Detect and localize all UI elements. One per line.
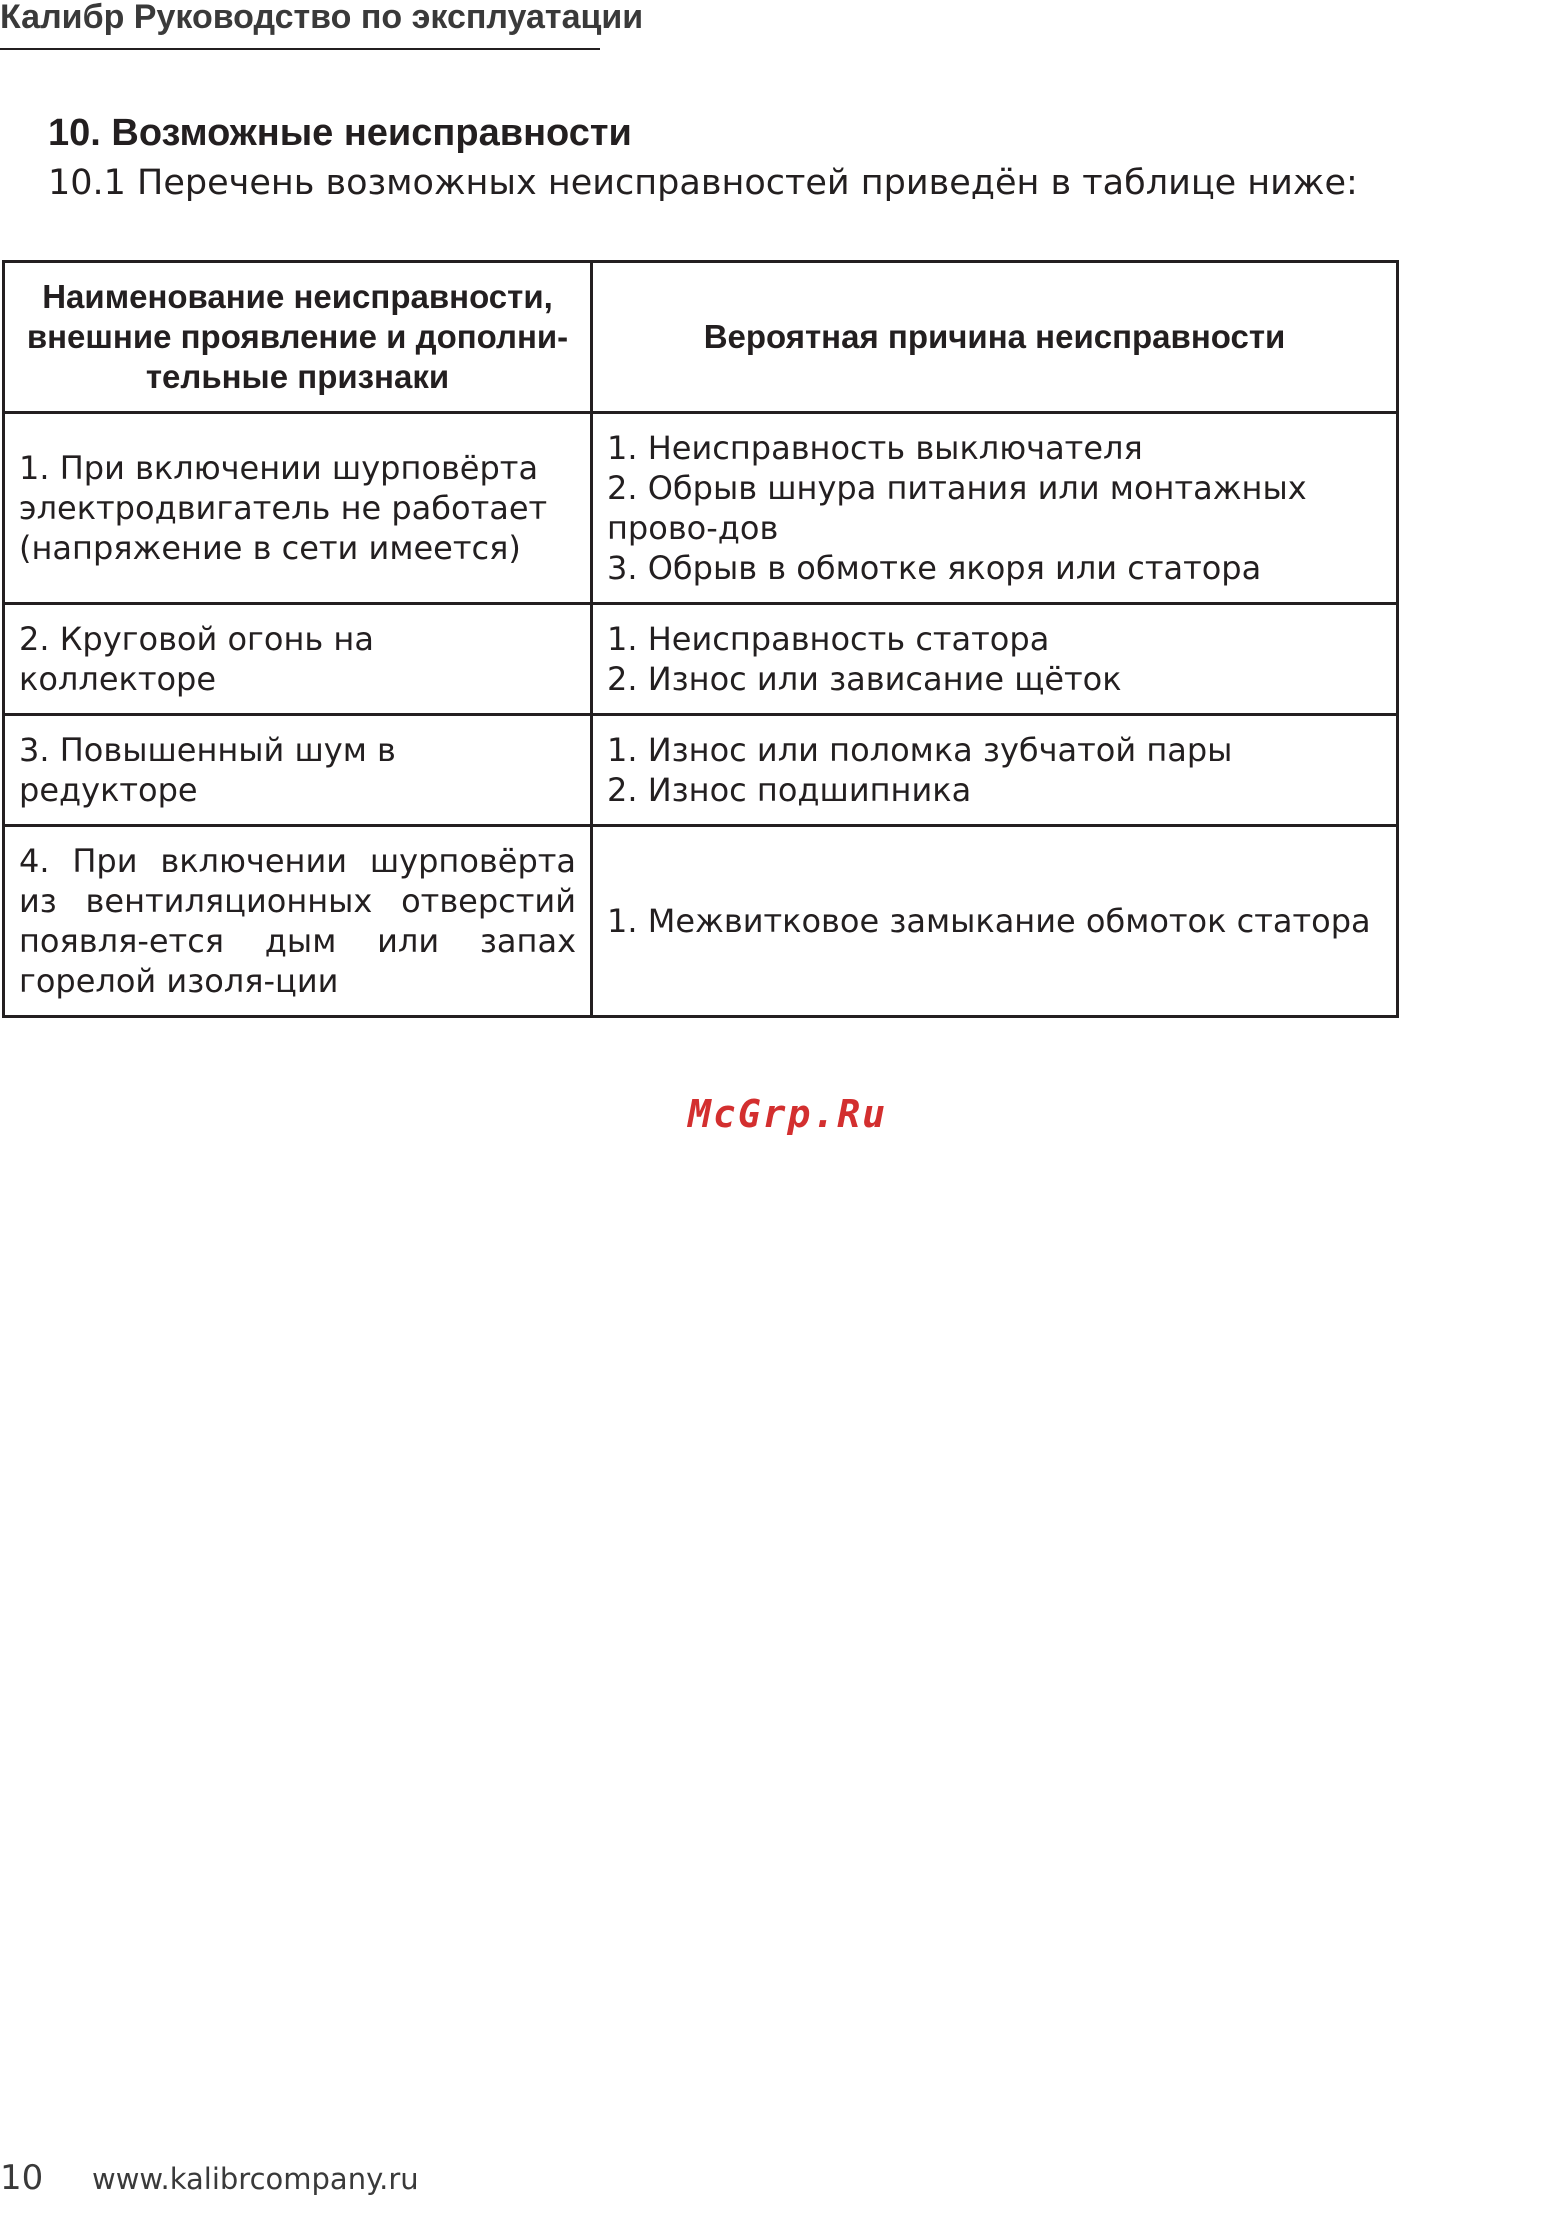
page-number: 10: [0, 2158, 44, 2198]
fault-cell: 4. При включении шурповёрта из вентиляционных отверстий появля-ется дым или запах горелой изоля-ции: [4, 826, 592, 1017]
header-cause: Вероятная причина неисправности: [592, 262, 1398, 413]
section-intro: 10.1 Перечень возможных неисправностей приведён в таблице ниже:: [48, 163, 1358, 203]
cause-cell: [592, 715, 1398, 826]
fault-cell: 2. Круговой огонь на коллекторе: [4, 604, 592, 715]
cause-item: 2. Обрыв шнура питания или монтажных прово-дов: [607, 469, 1307, 547]
cause-cell: [592, 413, 1398, 604]
running-header-title: Калибр Руководство по эксплуатации: [0, 0, 600, 50]
cause-item: 1. Износ или поломка зубчатой пары: [607, 731, 1233, 769]
table-row: [4, 413, 1398, 604]
cause-item: 1. Неисправность выключателя: [607, 429, 1143, 467]
table-row: [4, 604, 1398, 715]
header-fault: Наименование неисправности, внешние проявление и дополни-тельные признаки: [4, 262, 592, 413]
faults-table: [2, 260, 1399, 1018]
section-title: 10. Возможные неисправности: [48, 112, 632, 154]
cause-item: 2. Износ или зависание щёток: [607, 660, 1122, 698]
cause-item: 2. Износ подшипника: [607, 771, 972, 809]
cause-item: 1. Неисправность статора: [607, 620, 1050, 658]
page-footer: [0, 2158, 419, 2199]
watermark-logo: McGrp.Ru: [688, 1092, 888, 1136]
fault-cell: 1. При включении шурповёрта электродвигатель не работает (напряжение в сети имеется): [4, 413, 592, 604]
cause-item: 1. Межвитковое замыкание обмоток статора: [607, 902, 1371, 940]
cause-item: 3. Обрыв в обмотке якоря или статора: [607, 549, 1262, 587]
table-row: [4, 826, 1398, 1017]
table-header-row: [4, 262, 1398, 413]
cause-cell: [592, 604, 1398, 715]
table-row: [4, 715, 1398, 826]
website-link[interactable]: www.kalibrcompany.ru: [92, 2162, 419, 2196]
fault-cell: 3. Повышенный шум в редукторе: [4, 715, 592, 826]
cause-cell: [592, 826, 1398, 1017]
